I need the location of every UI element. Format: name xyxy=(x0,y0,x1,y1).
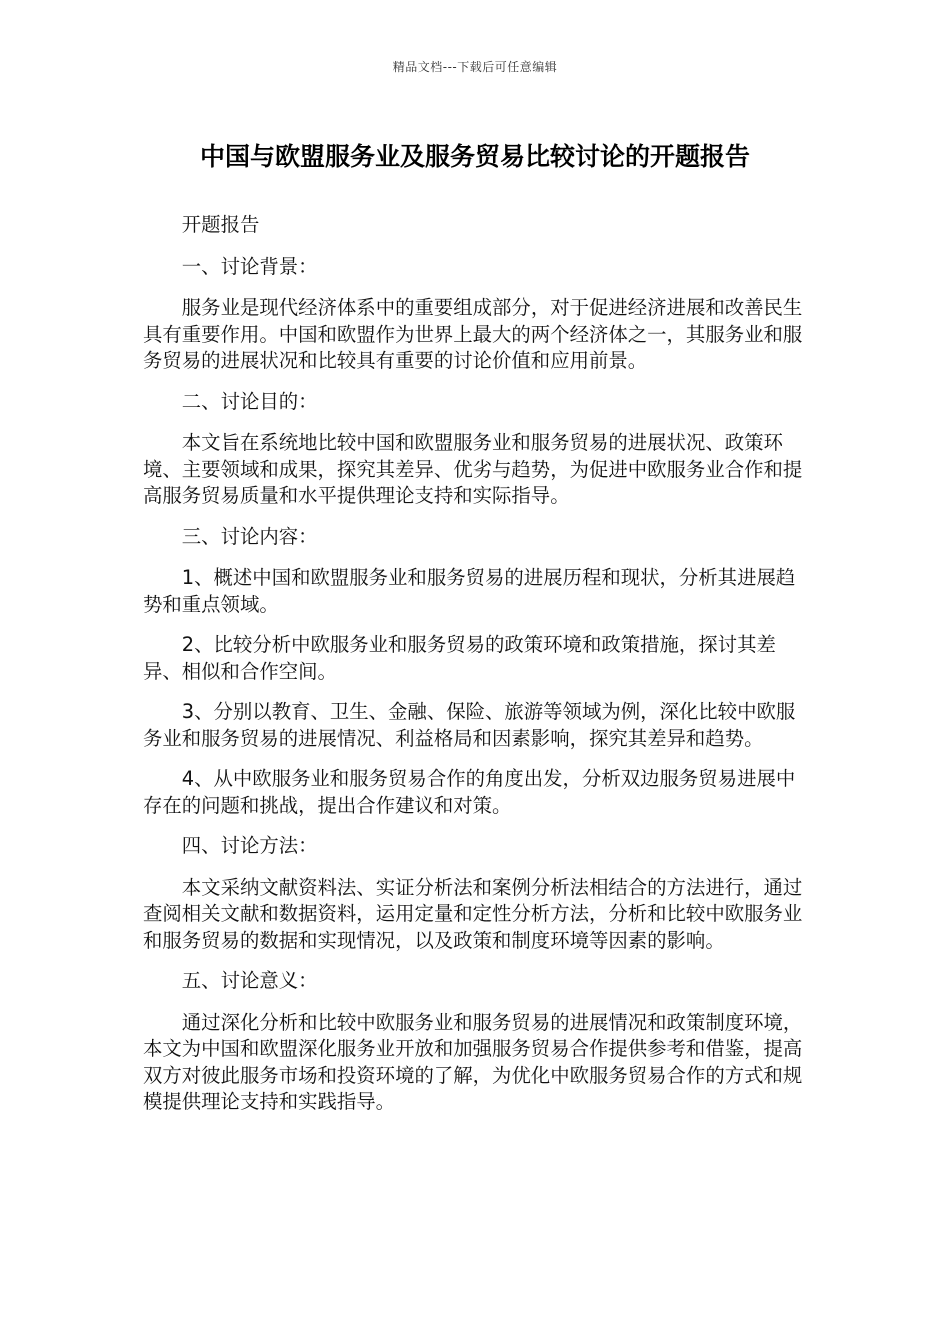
paragraph-significance: 通过深化分析和比较中欧服务业和服务贸易的进展情况和政策制度环境，本文为中国和欧盟深化服务业开放和加强服务贸易合作提供参考和借鉴，提高双方对彼此服务市场和投资环境的了解，为优化中欧服务贸易合作的方式和规模提供理论支持和实践指导。 xyxy=(143,1010,803,1113)
content-item-3: 3、分别以教育、卫生、金融、保险、旅游等领域为例，深化比较中欧服务业和服务贸易的进展情况、利益格局和因素影响，探究其差异和趋势。 xyxy=(143,700,796,750)
document-body xyxy=(143,212,808,1130)
paragraph-method: 本文采纳文献资料法、实证分析法和案例分析法相结合的方法进行，通过查阅相关文献和数据资料，运用定量和定性分析方法，分析和比较中欧服务业和服务贸易的数据和实现情况，以及政策和制度环境等因素的影响。 xyxy=(143,875,803,952)
section-heading-background: 一、讨论背景： xyxy=(181,254,318,278)
paragraph-background: 服务业是现代经济体系中的重要组成部分，对于促进经济进展和改善民生具有重要作用。中国和欧盟作为世界上最大的两个经济体之一，其服务业和服务贸易的进展状况和比较具有重要的讨论价值和应用前景。 xyxy=(143,296,803,372)
section-label: 开题报告 xyxy=(181,213,260,236)
content-item-1: 1、概述中国和欧盟服务业和服务贸易的进展历程和现状，分析其进展趋势和重点领域。 xyxy=(143,566,796,616)
section-heading-purpose: 二、讨论目的： xyxy=(181,389,318,413)
document-title: 中国与欧盟服务业及服务贸易比较讨论的开题报告 xyxy=(199,142,750,171)
section-heading-method: 四、讨论方法： xyxy=(181,834,318,857)
section-heading-significance: 五、讨论意义： xyxy=(181,969,318,992)
content-item-4: 4、从中欧服务业和服务贸易合作的角度出发，分析双边服务贸易进展中存在的问题和挑战，提出合作建议和对策。 xyxy=(143,767,796,817)
paragraph-purpose: 本文旨在系统地比较中国和欧盟服务业和服务贸易的进展状况、政策环境、主要领域和成果，探究其差异、优劣与趋势，为促进中欧服务业合作和提高服务贸易质量和水平提供理论支持和实际指导。 xyxy=(143,431,803,507)
section-heading-content: 三、讨论内容： xyxy=(181,524,318,548)
content-item-2: 2、比较分析中欧服务业和服务贸易的政策环境和政策措施，探讨其差异、相似和合作空间。 xyxy=(143,633,776,683)
header-note: 精品文档---下载后可任意编辑 xyxy=(392,60,558,74)
